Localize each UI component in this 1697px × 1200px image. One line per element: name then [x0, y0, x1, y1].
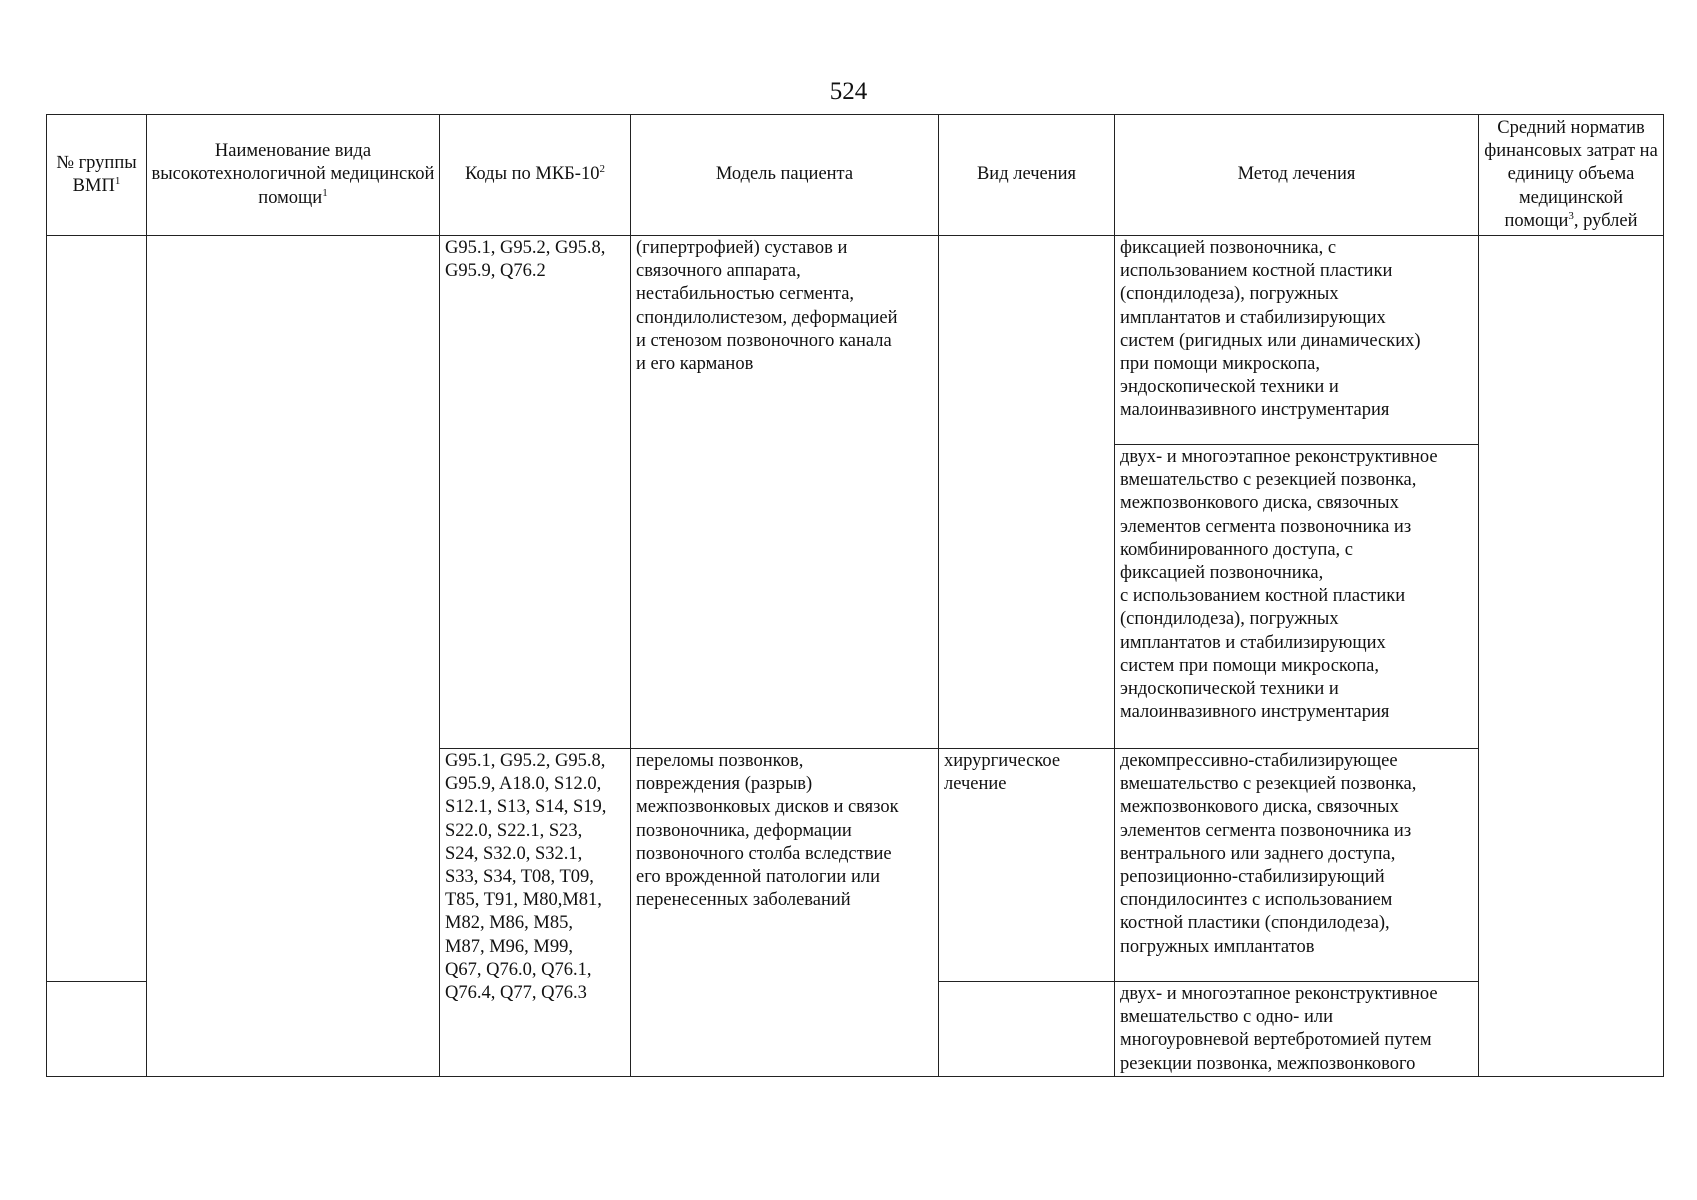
- page-number: 524: [829, 78, 868, 105]
- vmp-table: [46, 114, 1664, 1077]
- header-group-number: № группы ВМП$^1$: [47, 115, 147, 236]
- treatment-method-cell: фиксацией позвоночника, с использованием костной пластики (спондилодеза), погружных имплантатов и стабилизирующих систем (ригидных или динамических) при помощи микроскопа, эндоскопической техники и малоинвазивного инструментария: [1115, 236, 1479, 445]
- patient-model-cell: переломы позвонков, повреждения (разрыв) межпозвонковых дисков и связок позвоночника, деформации позвоночного столба вследствие его врожденной патологии или перенесенных заболеваний: [631, 749, 939, 1077]
- treatment-type-cell: [939, 236, 1115, 749]
- treatment-type-cell: хирургическое лечение: [939, 749, 1115, 982]
- treatment-type-cell: [939, 982, 1115, 1077]
- header-icd-codes: Коды по МКБ-$10^2$: [440, 115, 631, 236]
- header-vmp-name: Наименование вида высокотехнологичной медицинской помощи$^1$: [147, 115, 440, 236]
- treatment-method-cell: декомпрессивно-стабилизирующее вмешательство с резекцией позвонка, межпозвонкового диска, связочных элементов сегмента позвоночника из вентрального или заднего доступа, репозиционно-стабилизирующий спондилосинтез с использованием костной пластики (спондилодеза), погружных имплантатов: [1115, 749, 1479, 982]
- header-treatment-type: Вид лечения: [939, 115, 1115, 236]
- treatment-method-cell: двух- и многоэтапное реконструктивное вмешательство с одно- или многоуровневой вертебротомией путем резекции позвонка, межпозвонкового: [1115, 982, 1479, 1077]
- icd-codes-cell: G95.1, G95.2, G95.8, G95.9, A18.0, S12.0, S12.1, S13, S14, S19, S22.0, S22.1, S23, S24, S32.0, S32.1, S33, S34, T08, T09, T85, T91, M80,M81, M82, M86, M85, M87, M96, M99, Q67, Q76.0, Q76.1, Q76.4, Q77, Q76.3: [440, 749, 631, 1077]
- treatment-method-cell: двух- и многоэтапное реконструктивное вмешательство с резекцией позвонка, межпозвонкового диска, связочных элементов сегмента позвоночника из комбинированного доступа, с фиксацией позвоночника, с использованием костной пластики (спондилодеза), погружных имплантатов и стабилизирующих систем при помощи микроскопа, эндоскопической техники и малоинвазивного инструментария: [1115, 445, 1479, 749]
- header-patient-model: Модель пациента: [631, 115, 939, 236]
- table-header-row: [47, 115, 1664, 236]
- header-treatment-method: Метод лечения: [1115, 115, 1479, 236]
- group-number-cell: [47, 982, 147, 1077]
- patient-model-cell: (гипертрофией) суставов и связочного аппарата, нестабильностью сегмента, спондилолистезом, деформацией и стенозом позвоночного канала и его карманов: [631, 236, 939, 749]
- group-number-cell: [47, 236, 147, 982]
- header-cost-standard: Средний норматив финансовых затрат на единицу объема медицинской помощи$^3$, рублей: [1479, 115, 1664, 236]
- icd-codes-cell: G95.1, G95.2, G95.8, G95.9, Q76.2: [440, 236, 631, 749]
- table-row: [47, 236, 1664, 445]
- vmp-name-cell: [147, 236, 440, 1077]
- cost-standard-cell: [1479, 236, 1664, 1077]
